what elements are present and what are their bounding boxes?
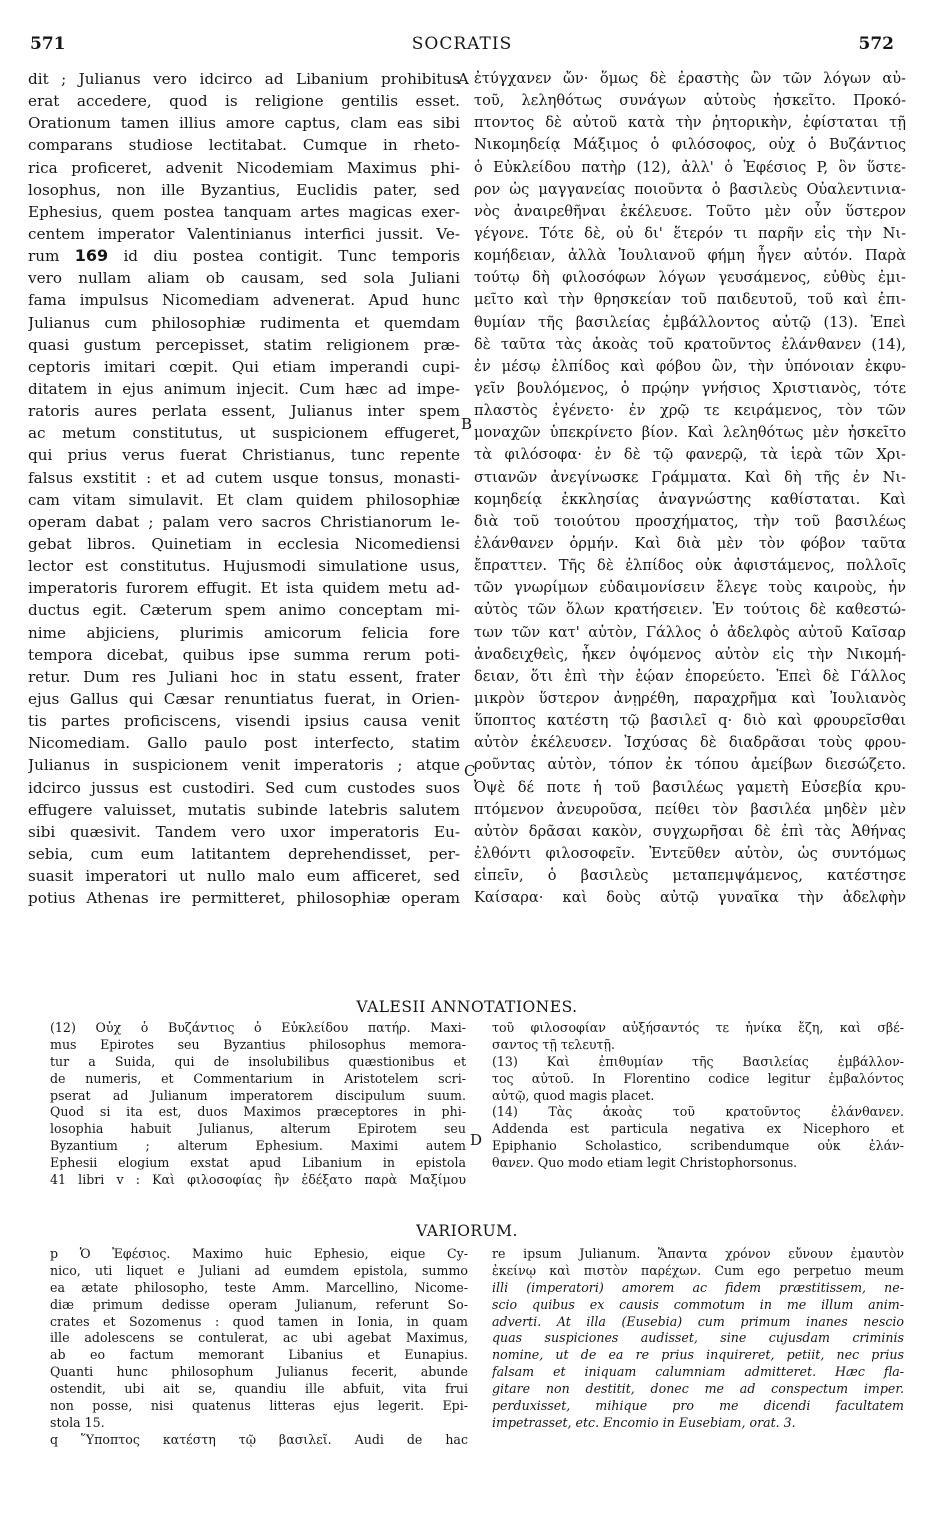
latin-text-line: erat accedere, quod is religione gentilis esset.	[28, 92, 460, 111]
variorum-note-line: adverti. At illa (Eusebia) cum primum inanes nescio	[492, 1313, 904, 1329]
latin-text-line: sebia, cum eum latitantem deprehendisset, per-	[28, 844, 460, 863]
latin-text-line: rica proficeret, advenit Nicodemiam Maximus phi-	[28, 158, 460, 177]
greek-text-line: αὐτὸν δρᾶσαι κακὸν, συγχωρῆσαι δὲ ἐπὶ τὰς Ἀθήνας	[474, 822, 906, 840]
greek-text-line: πλαστὸς ἐγένετο· ἐν χρῷ τε κειράμενος, τὸν τῶν	[474, 402, 906, 420]
variorum-note-line: nomine, ut de ea re prius inquireret, petiit, nec prius	[492, 1347, 904, 1363]
greek-text-line: εἰπεῖν, ὁ βασιλεὺς μεταπεμψάμενος, κατέστησε	[474, 867, 906, 885]
valesii-note-line: mus Epirotes seu Byzantius philosophus memora-	[50, 1036, 466, 1052]
latin-text-line: Nicomediam. Gallo paulo post interfecto, statim	[28, 734, 460, 753]
variorum-note-line: Quanti hunc philosophum Julianus fecerit, abunde	[50, 1364, 468, 1380]
latin-text-line: gebat libros. Quinetiam in ecclesia Nicomediensi	[28, 534, 460, 553]
greek-text-line: θυμίαν τῆς βασιλείας ἐμβάλλοντος αὐτῷ (13). Ἐπεὶ	[474, 313, 906, 331]
latin-text-line: suasit imperatori ut nullo malo eum afficeret, sed	[28, 867, 460, 886]
latin-text-line: Ephesius, quem postea tanquam artes magicas exer-	[28, 202, 460, 221]
variorum-note-line: diæ primum dedisse operam Julianum, referunt So-	[50, 1296, 468, 1312]
greek-text-line: ὁ Εὐκλείδου πατὴρ (12), ἀλλ' ὁ Ἐφέσιος P, ὃν ὕστε-	[474, 158, 906, 176]
greek-text-line: κομήδειαν, ἀλλὰ Ἰουλιανοῦ φήμη ἦγεν αὐτόν. Παρὰ	[474, 247, 906, 265]
variorum-note-line: p Ὁ Ἐφέσιος. Maximo huic Ephesio, eique Cy-	[50, 1246, 468, 1261]
latin-text-line: nime abjiciens, plurimis amicorum felicia fore	[28, 623, 460, 642]
variorum-note-line: impetrasset, etc. Encomio in Eusebiam, orat. 3.	[492, 1414, 796, 1430]
greek-text-line: των τῶν κατ' αὐτὸν, Γάλλος ὁ ἀδελφὸς αὐτοῦ Καῖσαρ	[474, 623, 906, 641]
valesii-note-line: losophia habuit Julianus, alterum Epirotem seu	[50, 1121, 466, 1137]
chapter-number: 169	[74, 246, 109, 266]
greek-text-line: ρον ὡς μαγγανείας ποιοῦντα ὁ βασιλεὺς Οὐαλεντινια-	[474, 180, 906, 198]
greek-text-line: γεῖν βουλόμενος, ὁ πρῴην γνήσιος Χριστιανὸς, τότε	[474, 379, 906, 397]
latin-text-fragment: rum	[28, 247, 60, 266]
greek-text-line: Καίσαρα· καὶ δοὺς αὐτῷ γυναῖκα τὴν ἀδελφὴν	[474, 889, 906, 907]
variorum-note-line: nico, uti liquet e Juliani ad eumdem epistola, summo	[50, 1262, 468, 1278]
valesii-note-line: Quod si ita est, duos Maximos præceptores in phi-	[50, 1104, 466, 1120]
variorum-note-line: scio quibus ex causis commotum in me illum anim-	[492, 1296, 904, 1312]
variorum-note-line: ἐκείνῳ καὶ πιστὸν παρέχων. Cum ego perpetuo meum	[492, 1262, 904, 1278]
greek-text-line: τῶν γνωρίμων εὐδαιμονίσειν ἔλεγε τοὺς καιροὺς, ἡν	[474, 579, 906, 597]
latin-text-line: tempora dicebat, quibus ipse summa rerum poti-	[28, 645, 460, 664]
latin-text-line: fama impulsus Nicomediam advenerat. Apud hunc	[28, 291, 460, 310]
latin-text-line: comparans studiose lectitabat. Cumque in rheto-	[28, 136, 460, 155]
latin-text-line: quasi gustum percepisset, statim religionem præ-	[28, 335, 460, 354]
latin-text-line: retur. Dum res Juliani hoc in statu essent, frater	[28, 667, 460, 686]
latin-text-line: qui prius verus fuerat Christianus, tunc repente	[28, 446, 460, 465]
greek-text-line: τοῦ, λεληθότως συνάγων αὐτοὺς ἠσκεῖτο. Προκό-	[474, 92, 906, 110]
valesii-note-line: αὐτῷ, quod magis placet.	[492, 1087, 655, 1103]
page-number-right: 572	[858, 34, 894, 54]
greek-text-line: αὐτὸν ἐκέλευσεν. Ἰσχύσας δὲ διαδρᾶσαι τοὺς φρου-	[474, 734, 906, 752]
latin-text-line: potius Athenas ire permitteret, philosophiæ operam	[28, 889, 460, 908]
valesii-note-line: 41 libri v : Καὶ φιλοσοφίας ἣν ἐδέξατο παρὰ Μαξίμου	[50, 1172, 466, 1188]
valesii-note-line: Epiphanio Scholastico, scribendumque οὐκ ἐλάν-	[492, 1138, 904, 1154]
margin-letter-a: A	[458, 70, 469, 88]
greek-text-line: ἐν μέσῳ ἐλπίδος καὶ φόβου ὢν, τὴν ὑπόνοιαν ἐκφυ-	[474, 357, 906, 375]
greek-text-line: πτόμενον ἀνευροῦσα, πείθει τὸν βασιλέα μηδὲν μὲν	[474, 800, 906, 818]
variorum-note-line: illi (imperatori) amorem ac fidem præstitissem, ne-	[492, 1279, 904, 1295]
greek-text-line: μοναχῶν ὑπεκρίνετο βίον. Καὶ λεληθότως μὲν ἠσκεῖτο	[474, 424, 906, 442]
valesii-note-line: τος αὐτοῦ. In Florentino codice legitur ἐμβαλόντος	[492, 1070, 904, 1086]
latin-text-line: losophus, non ille Byzantius, Euclidis pater, sed	[28, 180, 460, 199]
variorum-note-line: ille adolescens se contulerat, ac ubi agebat Maximus,	[50, 1330, 468, 1346]
greek-text-line: ἐλθόντι φιλοσοφεῖν. Ἐντεῦθεν αὐτὸν, ὡς συντόμως	[474, 844, 906, 862]
greek-text-line: δὲ ταῦτα τὰς ἀκοὰς τοῦ κρατοῦντος ἐλάνθανεν (14),	[474, 335, 906, 353]
greek-text-line: πτοντος δὲ αὐτοῦ κατὰ τὴν ῥητορικὴν, ἐφίσταται τῇ	[474, 114, 906, 132]
greek-column	[474, 68, 906, 909]
latin-text-fragment: id diu postea contigit. Tunc temporis	[123, 247, 460, 266]
valesii-note-line: (14) Τὰς ἀκοὰς τοῦ κρατοῦντος ἐλάνθανεν.	[492, 1104, 904, 1120]
greek-text-line: ἀναδειχθεὶς, ἧκεν ὀψόμενος αὐτὸν εἰς τὴν Νικομή-	[474, 645, 906, 663]
latin-text-line: ejus Gallus qui Cæsar renuntiatus fuerat, in Orien-	[28, 689, 460, 708]
latin-column	[28, 68, 460, 909]
greek-text-line: ἐλάνθανεν ὁρμήν. Καὶ διὰ μὲν τὸν φόβον ταῦτα	[474, 534, 906, 552]
valesii-left-column	[50, 1020, 466, 1189]
margin-letter-b: B	[461, 415, 473, 433]
greek-text-line: γέγονε. Τότε δὲ, οὐ δι' ἕτερόν τι παρῆν εἰς τὴν Νι-	[474, 224, 906, 242]
valesii-note-line: θανεν. Quo modo etiam legit Christophorsonus.	[492, 1155, 798, 1171]
variorum-left-column	[50, 1246, 468, 1449]
greek-text-line: μικρὸν ὕστερον ἀνῃρέθη, παραχρῆμα καὶ Ἰουλιανὸς	[474, 689, 906, 707]
valesii-heading: VALESII ANNOTATIONES.	[356, 998, 578, 1016]
valesii-right-column	[492, 1020, 904, 1172]
latin-text-line: ditatem in ejus animum injecit. Cum hæc ad impe-	[28, 379, 460, 398]
valesii-note-line: Addenda est particula negativa ex Nicephoro et	[492, 1121, 904, 1137]
greek-text-line: Ὀψὲ δέ ποτε ἡ τοῦ βασιλέως γαμετὴ Εὐσεβία κρυ-	[474, 778, 906, 796]
latin-text-line: dit ; Julianus vero idcirco ad Libanium prohibitus	[28, 70, 460, 88]
latin-text-line: operam dabat ; palam vero sacros Christianorum le-	[28, 512, 460, 531]
variorum-heading: VARIORUM.	[416, 1222, 518, 1240]
greek-text-line: ὕποπτος κατέστη τῷ βασιλεῖ q· διὸ καὶ φρουρεῖσθαι	[474, 712, 906, 730]
variorum-note-line: q Ὕποπτος κατέστη τῷ βασιλεῖ. Audi de hac	[50, 1431, 468, 1447]
greek-text-line: Νικομηδείᾳ Μάξιμος ὁ φιλόσοφος, οὐχ ὁ Βυζάντιος	[474, 136, 906, 154]
variorum-note-line: ostendit, ubi ait se, quandiu ille abfuit, vita frui	[50, 1381, 468, 1397]
variorum-note-line: perduxisset, mihique pro me dicendi facultatem	[492, 1398, 904, 1414]
valesii-note-line: Byzantium ; alterum Ephesium. Maximi autem	[50, 1138, 466, 1154]
valesii-note-line: (13) Καὶ ἐπιθυμίαν τῆς Βασιλείας ἐμβάλλον-	[492, 1053, 904, 1069]
greek-text-line: στιανῶν ἀνεγίνωσκε Γράμματα. Καὶ δὴ τῆς ἐν Νι-	[474, 468, 906, 486]
latin-text-line: vero nullam aliam ob causam, sed sola Juliani	[28, 269, 460, 288]
latin-text-line: sibi quæsivit. Tandem vero uxor imperatoris Eu-	[28, 822, 460, 841]
latin-text-line: ceptoris imitari cœpit. Qui etiam imperandi cupi-	[28, 357, 460, 376]
latin-text-line: ac metum constitutus, ut suspicionem effugeret,	[28, 424, 460, 443]
variorum-note-line: falsam et iniquam calumniam admitteret. Hæc fla-	[492, 1364, 904, 1380]
page-number-left: 571	[30, 34, 66, 54]
latin-text-line: idcirco jussus est custodiri. Sed cum custodes suos	[28, 778, 460, 797]
greek-text-line: δειαν, ὅτι ἐπὶ τὴν ἑῴαν ἐπορεύετο. Ἐπεὶ δὲ Γάλλος	[474, 667, 906, 685]
latin-text-line: tis partes proficiscens, visendi ipsius causa venit	[28, 712, 460, 731]
greek-text-line: ἔπραττεν. Τῆς δὲ ἐλπίδος οὐκ ἀφιστάμενος, πολλοῖς	[474, 557, 906, 575]
latin-text-line: centem imperator Valentinianus interfici jussit. Ve-	[28, 224, 460, 243]
running-head	[30, 34, 894, 58]
valesii-note-line: pserat ad Julianum imperatorem discipulum suum.	[50, 1087, 466, 1103]
greek-text-line: ἐτύγχανεν ὤν· ὅμως δὲ ἐραστὴς ὢν τῶν λόγων αὐ-	[474, 70, 906, 87]
latin-text-line: ratoris aures perlata essent, Julianus inter spem	[28, 402, 460, 421]
margin-letter-c: C	[464, 762, 476, 780]
variorum-note-line: ea ætate philosopho, teste Amm. Marcellino, Nicome-	[50, 1279, 468, 1295]
greek-text-line: κομηδείᾳ ἐκκλησίας ἀναγνώστης καθίσταται. Καὶ	[474, 490, 906, 508]
valesii-note-line: de numeris, et Commentarium in Aristotelem scri-	[50, 1070, 466, 1086]
greek-text-line: νὸς ἀναιρεθῆναι ἐκέλευσε. Τοῦτο μὲν οὖν ὕστερον	[474, 202, 906, 220]
valesii-note-line: τοῦ φιλοσοφίαν αὐξήσαντός τε ἡνίκα ἔζη, καὶ σβέ-	[492, 1020, 904, 1035]
variorum-right-column	[492, 1246, 904, 1432]
valesii-note-line: σαντος τῇ τελευτῇ.	[492, 1036, 616, 1052]
latin-text-line: falsus exstitit : et ad cutem usque tonsus, monasti-	[28, 468, 460, 487]
running-title: SOCRATIS	[411, 34, 513, 54]
margin-letter-d: D	[470, 1131, 483, 1149]
greek-text-line: αὐτὸς τῶν ὅλων κρατήσειεν. Ἐν τούτοις δὲ καθεστώ-	[474, 601, 906, 619]
variorum-note-line: stola 15.	[50, 1414, 105, 1430]
variorum-note-line: quas suspiciones audisset, sine cujusdam criminis	[492, 1330, 904, 1346]
latin-text-line: cam vitam simulavit. Et clam quidem philosophiæ	[28, 490, 460, 509]
latin-text-line	[28, 245, 460, 267]
variorum-note-line: re ipsum Julianum. Ἅπαντα χρόνον εὔνουν ἐμαυτὸν	[492, 1246, 904, 1261]
valesii-note-line: tur a Suida, qui de insolubilibus quæstionibus et	[50, 1053, 466, 1069]
latin-text-line: ductus egit. Cæterum spem animo conceptam mi-	[28, 601, 460, 620]
variorum-note-line: ab eo factum memorant Libanius et Eunapius.	[50, 1347, 468, 1363]
greek-text-line: τούτῳ δὴ φιλοσόφων λόγων γευσάμενος, εὐθὺς ἐμι-	[474, 269, 906, 287]
latin-text-line: Julianus in suspicionem venit imperatoris ; atque	[28, 756, 460, 775]
greek-text-line: ροῦντας αὐτὸν, τόπον ἐκ τόπου ἀμείβων διεσώζετο.	[474, 756, 906, 774]
variorum-note-line: crates et Sozomenus : quod tamen in Ionia, in quam	[50, 1313, 468, 1329]
variorum-note-line: gitare non destitit, donec me ad conspectum imper.	[492, 1381, 904, 1397]
latin-text-line: lector est constitutus. Hujusmodi simulatione usus,	[28, 557, 460, 576]
variorum-note-line: non posse, nisi quatenus litteras ejus legerit. Epi-	[50, 1398, 468, 1414]
greek-text-line: διὰ τοῦ τοιούτου προσχήματος, τὴν τοῦ βασιλέως	[474, 512, 906, 530]
latin-text-line: Orationum tamen illius amore captus, clam eas sibi	[28, 114, 460, 133]
greek-text-line: μεῖτο καὶ τὴν θρησκείαν τοῦ παιδευτοῦ, τοῦ καὶ ἐπι-	[474, 291, 906, 309]
valesii-note-line: (12) Οὐχ ὁ Βυζάντιος ὁ Εὐκλείδου πατήρ. Maxi-	[50, 1020, 466, 1035]
greek-text-line: τὰ φιλόσοφα· ἐν δὲ τῷ φανερῷ, τὰ ἱερὰ τῶν Χρι-	[474, 446, 906, 464]
valesii-note-line: Ephesii elogium exstat apud Libanium in epistola	[50, 1155, 466, 1171]
latin-text-line: Julianus cum philosophiæ rudimenta et quemdam	[28, 313, 460, 332]
latin-text-line: imperatoris furorem effugit. Et ista quidem metu ad-	[28, 579, 460, 598]
latin-text-line: effugere valuisset, mutatis subinde latebris salutem	[28, 800, 460, 819]
